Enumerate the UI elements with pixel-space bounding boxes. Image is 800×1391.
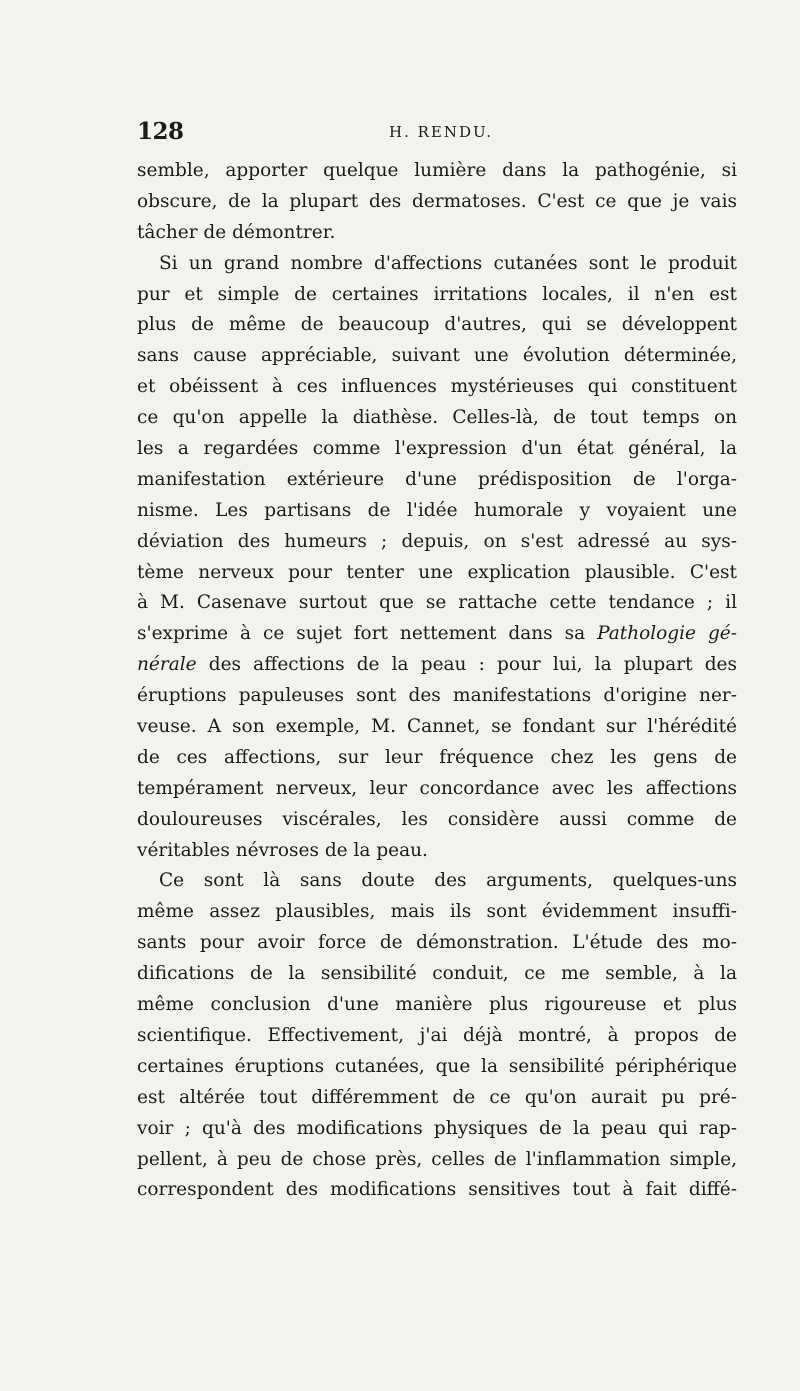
text-line (137, 619, 737, 650)
text-line: scientifique. Effectivement, j'ai déjà montré, à propos de (137, 1024, 737, 1046)
text-line: tâcher de démontrer. (137, 221, 336, 243)
text-line: Si un grand nombre d'affections cutanées sont le produit (159, 252, 737, 274)
text-line: est altérée tout différemment de ce qu'on aurait pu pré- (137, 1086, 737, 1108)
text-line: de ces affections, sur leur fréquence chez les gens de (137, 746, 737, 768)
text-line: les a regardées comme l'expression d'un état général, la (137, 438, 737, 460)
running-head: H. RENDU. (389, 123, 494, 141)
text-line: tempérament nerveux, leur concordance avec les affections (137, 777, 737, 799)
text-line: certaines éruptions cutanées, que la sensibilité périphérique (137, 1055, 737, 1077)
text-line: veuse. A son exemple, M. Cannet, se fondant sur l'hérédité (137, 716, 737, 738)
body-text (137, 156, 737, 1206)
text-line: même assez plausibles, mais ils sont évidemment insuffi- (137, 901, 737, 923)
page-header (137, 118, 737, 148)
text-line: même conclusion d'une manière plus rigoureuse et plus (137, 994, 737, 1016)
italic-title: nérale (137, 654, 197, 676)
text-line: déviation des humeurs ; depuis, on s'est adressé au sys- (137, 530, 737, 552)
text-line: voir ; qu'à des modifications physiques de la peau qui rap- (137, 1117, 737, 1139)
text-line: semble, apporter quelque lumière dans la pathogénie, si (137, 160, 737, 181)
text-segment: des affections de la peau : pour lui, la plupart des (196, 654, 737, 676)
text-line: difications de la sensibilité conduit, ce me semble, à la (137, 963, 737, 985)
text-line: correspondent des modifications sensitives tout à fait diffé- (137, 1179, 737, 1201)
text-line: douloureuses viscérales, les considère aussi comme de (137, 808, 737, 830)
page-number: 128 (137, 118, 184, 145)
text-line: à M. Casenave surtout que se rattache cette tendance ; il (137, 592, 737, 614)
italic-title: Pathologie gé- (597, 623, 737, 645)
text-segment: s'exprime à ce sujet fort nettement dans sa (137, 623, 598, 645)
text-line: pur et simple de certaines irritations locales, il n'en est (137, 283, 737, 305)
text-line (137, 650, 737, 681)
text-line: tème nerveux pour tenter une explication plausible. C'est (137, 561, 737, 583)
text-line: éruptions papuleuses sont des manifestations d'origine ner- (137, 685, 737, 707)
text-line: nisme. Les partisans de l'idée humorale y voyaient une (137, 499, 737, 521)
text-line: sans cause appréciable, suivant une évolution déterminée, (137, 345, 737, 367)
text-line: et obéissent à ces influences mystérieuses qui constituent (137, 376, 737, 398)
text-line: plus de même de beaucoup d'autres, qui se développent (137, 314, 737, 336)
text-line: pellent, à peu de chose près, celles de l'inflammation simple, (137, 1148, 737, 1170)
text-line: obscure, de la plupart des dermatoses. C'est ce que je vais (137, 190, 737, 212)
text-line: véritables névroses de la peau. (137, 839, 428, 861)
text-line: sants pour avoir force de démonstration. L'étude des mo- (137, 932, 737, 954)
text-line: manifestation extérieure d'une prédisposition de l'orga- (137, 468, 737, 490)
text-line: Ce sont là sans doute des arguments, quelques-uns (159, 870, 737, 892)
text-line: ce qu'on appelle la diathèse. Celles-là, de tout temps on (137, 407, 737, 429)
